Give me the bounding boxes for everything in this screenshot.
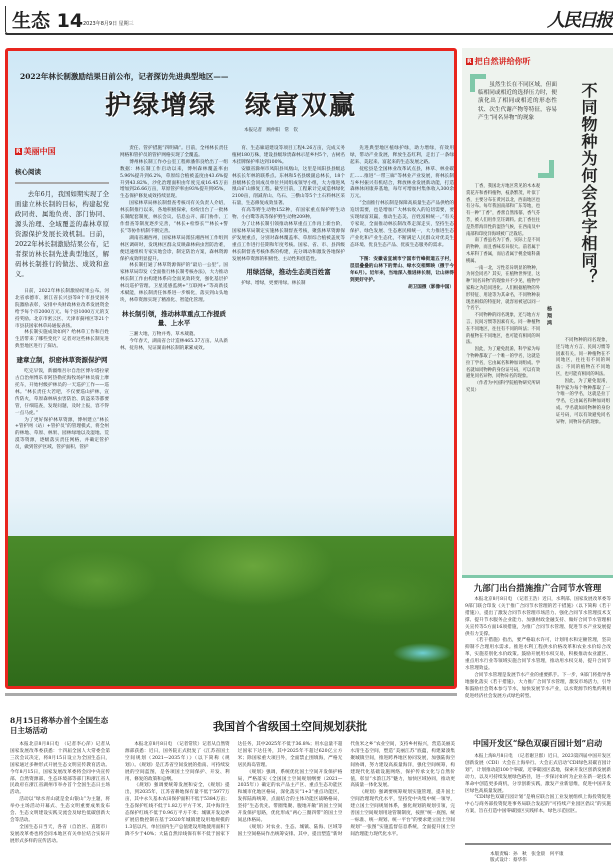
paragraph: 南丁香虽名为丁香，实际上是不同的物种，而且香味差异很大。前者属于木犀科丁香属，而后者属于桃金娘科蒲桃属。 — [466, 238, 540, 264]
paragraph: 《规划》对农业、生态、城镇、陆海、区域等国土空间格局作出统筹安排。其中，提出塑造“新时代鱼米之乡”农业空间，支持乡村振兴，营造美丽美水清生态空间，塑造“美丽江苏”底蕴，构建紧凑集聚城镇空间，推进跨界地区协同发展，加强陆海空间协调，努力建设高质量海洋，强化空间统筹，构建现代化基础设施网络，保护传承文化与自然价值，彰显“水韵江苏”魅力，加快区域协同，推动更高质量一体化发展。 — [237, 742, 455, 837]
paragraph: 为了让林长制引领推动林草重点工作再上新台阶，国家林草局制定实施林长制督查考核，聚焦林草资源保护发展重点，分别对森林覆盖率、草原综合植被盖度等重点工作进行任期和年度考核。国家、省、市、县四级林长制督查考核体系的构建，充分调动和激发各地保护发展林草资源的积极性、主动性和创造性。 — [232, 221, 345, 262]
science-article-body-cont — [556, 338, 610, 570]
paragraph: 育、生态廊道建设等项目工程4.26万亩，完成义务植树180万株，建设县级珍贵森林示范乡村5个，古树名木挂牌保护率达到100%。 — [232, 146, 345, 165]
divider — [465, 843, 611, 845]
paragraph: 护绿、增绿，更要用绿。林长制 — [241, 281, 306, 287]
subheading: 林长制引领，推动林草重点工作提质量、上水平 — [122, 309, 226, 327]
column-1 — [15, 146, 109, 526]
lead-paragraph: 去年6月，我国如期实现了全面建立林长制的目标，构建起党政同责、属地负责、部门协同、源头治理、全域覆盖的森林草原资源保护发展长效机制。日前，2022年林长制激励结果公布，记者探访林长制先进典型地区，解码林长制推行的做法、成效和意义。 — [15, 190, 109, 278]
paragraph: 林长制打通了林草资源保护的“最后一公里”。国家林草局印发《全面推行林长制考核办法》，大力推动林长制工作由构建体系向全面见效转变，强化基层护林员巡护管理。卫星遥感监测+“互联网+”等高新技术赋能，林长制责任体系进一步细化，落实到山头地块，林草资源实现了精准化、智能化管理。 — [120, 263, 228, 303]
paragraph: 国家林草局林长制督查考核司有关负责人介绍，林长制推行以来，各地积极探索，纷纷出台了一批林长制配套制度，林长会议、信息公开、部门协作、工作督查等制度逐步完善，“林长+检察长”“林长+警长”等协作机制不断完善。 — [120, 201, 228, 234]
article-title: 护绿增绿 绿富双赢 — [104, 91, 357, 121]
photo-caption: 下图：安徽省宣城市宁国市竹峰街道五子村，层层叠叠的山林下的青山、绿水交相辉映（摄于今年6月）。近年来，当地深入推进林长制，让山林得到更好守护。 — [350, 256, 454, 283]
subheading: 用绿活绿，推动生态美百姓富 — [246, 268, 331, 277]
paragraph: 今年春天，湖南省合计造林465.37万亩。从从新林、抚育林，见证湖南林长制的累累成效。 — [120, 338, 228, 351]
paragraph: 全国生态日当天，各省（自治区、直辖市）发展改革委也将会同本地区有关单位结合实际开展形式多样的宣传活动。 — [10, 824, 110, 844]
paragraph: 有高等野生动物152种，有国家重点保护野生动物、小白鹭等高等保护野生动物209种。 — [232, 208, 345, 221]
column-2 — [120, 146, 228, 526]
article-byline: 本报记者 顾仲阳 常 钦 — [244, 128, 298, 133]
paragraph: 本报北京8月8日电 （记者王浩）近日，水利部、国家发展改革委等9部门联合印发《关于推广合同节水管理的若干措施》（以下简称《若干措施》），提出了激发合同节水管理市场活力、强化合同节水管理技术支撑、提升节水服务企业能力、加强财政金融支持、做好合同节水管理相关宣传等5方面16项措施，为推广合同节水管理、促进节水产业发展提供有力支撑。 — [465, 597, 611, 637]
paragraph: 本报北京8月8日电 （记者常钦）记者从自然资源部获悉：近日，国务院正式批复了《江苏省国土空间规划（2021—2035年）》（以下简称《规划》）。《规划》是江苏省空间发展的指南、可持续发展的空间蓝图，是各项国土空间保护、开发、利用、修复的政策和总纲。 — [125, 742, 230, 782]
header-rule — [5, 6, 8, 34]
r-badge-icon: R — [467, 58, 472, 65]
paragraph: 不同物种的同名现象，还与地方方言、民间习惯等因素有关。同一种植物在不同地区，往往有不同的叫法；不同的植物在不同地区，也可能有相同的叫法。 — [556, 338, 610, 377]
paragraph: 本报上海8月8日电 （记者谢卫群）近日，2023第四届中国开发区创新发展（CDI）大会在上海举行。大会正式启动“CDI绿色双碳百园计划”，计划推动超100个零碳、近零碳园区落地，探索开发区创新发展新动力，以及可持续发展绿色路径，进一步探讨如何为企业在新一轮技术革命中创造更多商机，分享创新实践，激发产业新思维，促进中国开发区绿色高质量发展。 — [465, 754, 611, 794]
paragraph: 因此，为了避免混淆，科学家为每个物种都取了一个唯一的学名，这就是拉丁学名，它由属名和种加词组成。学名就如同物种的身份证号码，可以有效避免同名异物、同物异名的现象。 — [556, 378, 610, 425]
paragraph: 一南一北，习性差异明显的物种，为何会同名？其实，在植物世界里，这种“同名异物”的现象并不少见，植物学家称之为趋同进化。人们根据植物的外形特征、用途等为其命名，不同物种表现出相似的特征时，就容易被冠以同一个名字。 — [466, 265, 540, 312]
page-section-title: 生态 14 — [12, 10, 84, 32]
news-body — [125, 742, 455, 864]
news-title: 8月15日将举办首个全国生态日主场活动 — [10, 716, 109, 735]
column-tag: R 把自然讲给你听 — [467, 57, 531, 66]
pull-quote: 虽然生长在不同区域，但面临相同或相近的选择压力时，便演化出了相同或相近的形态性状、次生代谢产物等特征，容易产生“同名异物”的现象 — [478, 82, 557, 121]
designer-line: 版式设计：蔡华伟 — [490, 858, 527, 863]
paragraph: 日前，2022年林长制激励结果公布。河北省承德市、浙江省长兴县等8个市县受国务院激励表彰，安排中央财政林业改革发展资金给予每个市2000万元、每个县1000万元的支持奖励。北京市密云区、天津市蓟州区等21个市县获国家林草局通报表扬。 — [15, 289, 109, 329]
paragraph: 博州林长制工作办公室工程师潘伟良给出了一组数据：林长制工作启动以来，博州森林覆盖率由5.96%提升到6.2%，草原综合植被盖度由43.6%提升到43.82%，沙化治理面积由年度完成16.45万亩增加到26.66万亩，草原管护率由93%提升到95%，生态保护修复成效持续显现。 — [120, 159, 228, 200]
paragraph: 吃完早饭，新疆维吾尔自治区博尔塔拉蒙古自治州博乐市阿热勒托海牧场护林员骑上摩托车，开始村级护林员的一天巡护工作——巡林。“林长责任大若吧，不仅要巡山护林，宣传防火，草原森林病虫害防治、防盗采等都要管，仔细巡查，发现问题，及时上报，容不得一点马虎。” — [15, 369, 109, 416]
paragraph: 安徽省滁州市凤阳县凤凰山，这里是凤阳县县级总林长长年林的联系点。东林和5名县级副总林长，18个县级林长会同成员单位共同组成领导小组，大力推进凤凰山矿山修复工程。截至目前，工程累计完成造林绿化2100亩，削减青山、乌石、三横山等5个土石料林区采石量，生态修复成效显著。 — [232, 166, 345, 207]
forest-photo — [8, 536, 454, 686]
news-body — [465, 597, 611, 699]
core-read-heading: 核心阅读 — [15, 168, 41, 176]
header-rule — [5, 33, 613, 35]
paragraph: 抚松县是全国林业改革试点县，林草、林业碳汇……推进“一带三廊”等林业产业发展，将林长制与乡村振兴有机结合，释放林业发展新动能，打造森林休闲康养基地，每年可增加村集体收入300余万元。 — [350, 166, 454, 200]
news-title: 九部门出台措施推广合同节水管理 — [473, 584, 602, 594]
newspaper-logo: 人民日报 — [547, 10, 611, 31]
news-title: 我国首个省级国土空间规划获批 — [213, 720, 367, 733]
paragraph: 《规划》强调要统筹发展和安全，《规划》提出，到2035年，江苏省耕地保有量不低于5977万亩，其中永久基本农田保护面积不低于5384万亩；生态保护红线不低于1.82万平方千米，其中海洋生态保护红线不低于0.96万平方千米；城镇开发边界扩展倍数控制在基于2020年城镇建设用地规模的1.3倍以内，单位国内生产总值建设用地使用面积下降不少于40%；大陆自然岸线保有率不低于国家下达任务，其中2025年不低于36.8%；用水总量不超过国家下达任务，其中2025年不超过620亿立方米；除国家重大项目外，全面禁止围填海，严格无居民海岛管理。 — [125, 742, 343, 837]
news-body — [10, 742, 110, 864]
paragraph: 为了更好保护林草资源，博州建立“林长+管护网（站）+管护员”的管理模式，将全州的林地、草原、林果、园林绿地以及湿地、荒漠等资源，逐级落实责任网格，并确定管护员，做到管护区域、管护面积、管护 — [15, 417, 109, 451]
subheading: 建章立制，织密林草资源保护网 — [16, 356, 108, 365]
paragraph: 林长制实施成效如何？给林草工作和百姓生活带来了哪些变化？记者对这些林长制先进典型地区进行了探访。 — [15, 330, 109, 350]
article-title: 不同物种为何会名字相同？ — [579, 82, 598, 286]
paragraph: 活动以“绿水青山就是金山银山”为主题，将举办主场活动开幕式、生态文明重要成果发布会、生态文明建设实践交流会及绿色低碳创新大会等活动。 — [10, 797, 110, 823]
paragraph: “全面推行林长制是保障高质量生态产品供给的迫切需要，也是增加广大林农收入的迫切需要，要实现绿富双赢，推动生态美、百姓富相统一。”有关专家说，全面推动林长制改革走深走实，坚持生态保护、绿色发展、生态惠民相统一，大力推进生态产业化和产业生态化，不断满足人民群众对优美生态环境、优良生态产品、优质生态服务的需求。 — [350, 201, 454, 248]
paragraph: 本报北京8月8日电 （记者李心萍）记者从国家发展改革委获悉：十四届全国人大常委会第三次会议决定，将8月15日设立为全国生态日，国家通过多种形式开展生态文明宣传教育活动。今年8月15日，国家发展改革委将会同中央宣传部、自然资源部、生态环境部等部门和浙江省人民政府在浙江省湖州市举办首个全国生态日主场活动。 — [10, 742, 110, 796]
paragraph: 先进典型地区植绿护绿，助力增绿，有效用绿，带动产业发展，释放生态红利，走出了一条绿起来、美起来、富起来的生态发展之路。 — [350, 146, 454, 165]
divider — [462, 575, 613, 578]
paragraph: 丁香，我国北方地区常见的木本观赏花卉和香料植物，枝条繁茂，叶似丁香，主要分布在黄河以北，西南地区也有分布。每年我国南部和广东等地，也有一种“丁香”，香蕾自然浓郁，香气芬芳，被人们用作烹饪调料。此丁香往往是热带海洋性的湿热气候，在西南及中南部和印度洋海域被广泛栽培。 — [466, 184, 540, 237]
article-author: 杨翔鸿 — [546, 306, 552, 327]
paragraph: 不同物种的同名现象，还与地方方言、民间习惯等因素有关。同一种植物在不同地区，往往有不同的叫法；不同的植物在不同地区，也可能有相同的叫法。 — [466, 313, 540, 346]
column-tag: R 美丽中国 — [16, 147, 56, 156]
divider — [5, 693, 457, 696]
paragraph: 湖南省湘西州，国家林草局派驻湘西州工作组到林区调研时，发现林区群众反映森林病虫害防治难，便迅速组织专家实地会诊，制定防治方案，森林资源保护成效明显提升。 — [120, 235, 228, 262]
paragraph: 《规划》强调要统筹规划实施管理，提升国土空间治理现代化水平，坚持党中央集中统一领导，建立国土空间规划体系，强化规划的规划引领，完善国土空间规划用途管制制度，按照“统一底图、统一标准、统一规划、统一平台”的要求建立国土空间规划“一张图”实施监督信息系统，全面提升国土空间治理能力现代化水平。 — [350, 790, 455, 837]
main-feature-article — [5, 48, 457, 689]
news-title: 中国开发区“绿色双碳百园计划”启动 — [472, 738, 603, 748]
divider — [15, 182, 109, 184]
editor-line: 本版责编：孙 秋 张金晨 何平康 — [490, 852, 564, 857]
paragraph: 合同节水管理是发展节水产业的重要抓手。下一步，9部门将指导各地强化落实《若干措施》，大力推广合同节水管理，激发市场活力，引导和鼓励社会资本参与节水，加快发展节水产业，以水资源节约集约利用促进经济社会发展方式绿色转型。 — [465, 672, 611, 699]
paragraph: 《规划》强调，系统优化国土空间开发保护格局，严格落实《全国国土空间规划纲要（2021—2035年）》确定的农产品主产区、重点生态功能区和城市化地区格局，深化落实“1+3”重点功能区，发挥陆海统筹，点面结合的主体功能区战略格局，坚持“生态优先、带圈集聚、腹地开敞”的国土空间开发保护思路，优化形成“两心三圈四带”的国土空间总体格局。 — [237, 769, 343, 823]
column-4 — [350, 146, 454, 546]
paragraph: 因此，为了避免混淆，科学家为每个物种都取了一个唯一的学名，这就是拉丁学名，它由属名和种加词组成。学名就如同物种的身份证号码，可以有效避免同名异物、同物异名的现象。 — [466, 347, 540, 380]
r-badge-icon: R — [16, 148, 21, 155]
column-3 — [232, 146, 345, 526]
news-body — [465, 754, 611, 838]
paragraph: 《若干措施》指出，要严格取水许可，计划用水和定额管理，坚决抑制不合理用水需求。推进水利工程供水价格改革和农业水价综合改革，实施差别化水价政策。鼓励开展用水权交易，积极推动农业灌区、重点用水行业等领域实施合同节水管理，推动用水权交易，提升合同节水管理效益。 — [465, 638, 611, 672]
editor-credits — [490, 852, 564, 864]
issue-date: 2023年8月9日 星期三 — [83, 21, 134, 27]
paragraph: “CDI绿色双碳百园计划”是响应联合国工业发展组织上海投资促进中心与商务部投资促进事务局联合发起的“可持续产业园区倡议”的实施方案，旨在打造中国零碳园区实践样本，绿色示范园区。 — [465, 795, 611, 815]
photo-credit: 胡卫国摄（影像中国） — [408, 284, 454, 290]
paragraph: 责任、管护措施“四明确”。目前，全州林长责任网格和管护员的管护网格实现了全覆盖。 — [120, 146, 228, 158]
science-article-body — [466, 184, 540, 570]
paragraph: （作者为中国科学院植物研究所研究员） — [466, 381, 540, 393]
paragraph: 三湘大地，万物并秀、草木葳蕤。 — [129, 331, 199, 337]
article-pretitle: 2022年林长制激励结果日前公布，记者探访先进典型地区—— — [20, 72, 229, 81]
